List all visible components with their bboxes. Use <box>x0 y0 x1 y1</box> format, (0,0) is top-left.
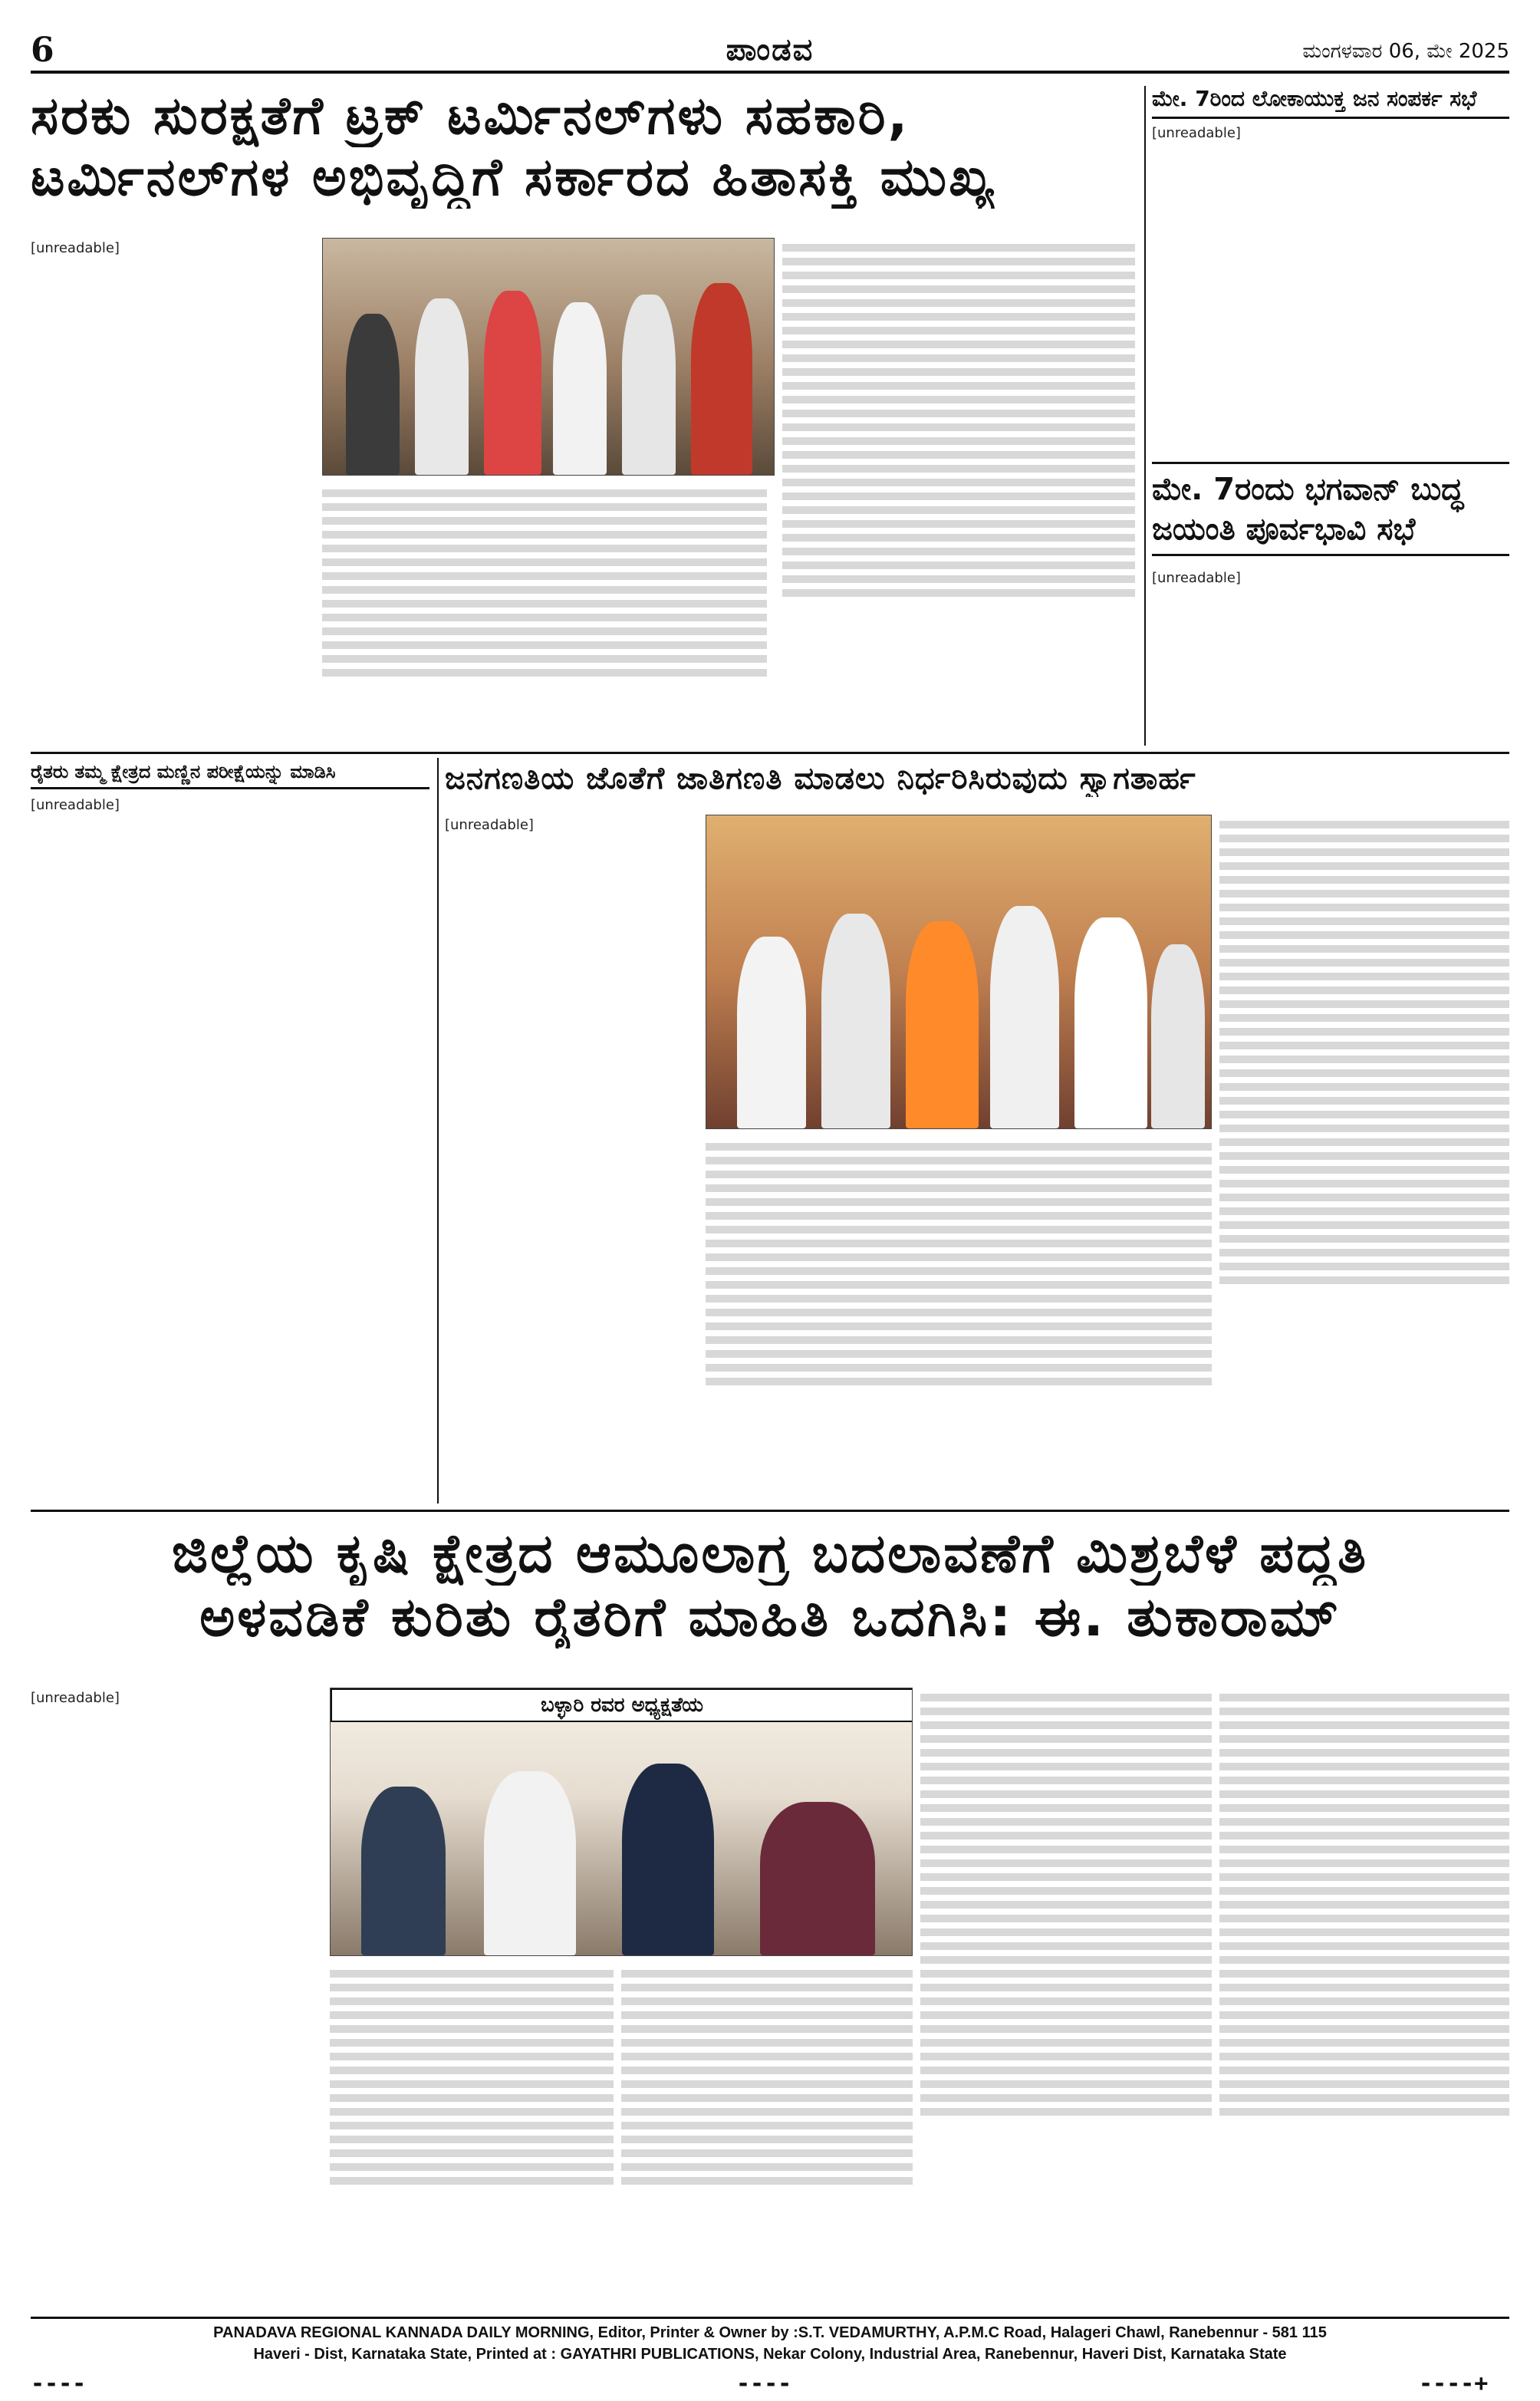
story4-headline <box>31 1522 1509 1668</box>
section-divider-2 <box>31 1510 1509 1512</box>
story3-body-text: [unreadable] <box>445 817 534 833</box>
story4-body-col2 <box>330 1964 614 2301</box>
story4-body-col4 <box>920 1688 1212 2301</box>
story1-body-left <box>31 238 314 744</box>
story4-body-col5 <box>1219 1688 1509 2301</box>
story1-body-under-photo <box>322 483 767 744</box>
masthead <box>31 31 1509 74</box>
side-divider <box>1152 462 1509 464</box>
side1-body-text: [unreadable] <box>1152 125 1241 141</box>
column-divider-2 <box>437 758 439 1504</box>
imprint-line-2: Haveri - Dist, Karnataka State, Printed at : GAYATHRI PUBLICATIONS, Nekar Colony, Industrial Area, Ranebennur, Haveri Dist, Karnataka State <box>253 2346 1287 2363</box>
side2-body <box>1152 568 1509 744</box>
imprint-line-1: PANADAVA REGIONAL KANNADA DAILY MORNING, Editor, Printer & Owner by :S.T. VEDAMURTHY, A.P.M.C Road, Halageri Chawl, Ranebennur - 581 115 <box>213 2324 1327 2341</box>
section-divider-1 <box>31 752 1509 754</box>
bottom-mark-right: ----+ <box>1419 2370 1489 2397</box>
story3-body-under-photo <box>706 1137 1212 1504</box>
story1-body-text: [unreadable] <box>31 240 120 256</box>
side1-body <box>1152 123 1509 453</box>
story4-headline-line1: ಜಿಲ್ಲೆಯ ಕೃಷಿ ಕ್ಷೇತ್ರದ ಆಮೂಲಾಗ್ರ ಬದಲಾವಣೆಗೆ ಮಿಶ್ರಬೆಳೆ ಪದ್ಧತಿ <box>171 1522 1369 1585</box>
story1-photo <box>322 238 775 476</box>
side1-title: ಮೇ. 7ರಿಂದ ಲೋಕಾಯುಕ್ತ ಜನ ಸಂಪರ್ಕ ಸಭೆ <box>1152 86 1509 119</box>
story3-photo <box>706 815 1212 1129</box>
side2-title: ಮೇ. 7ರಂದು ಭಗವಾನ್ ಬುದ್ಧ ಜಯಂತಿ ಪೂರ್ವಭಾವಿ ಸಭೆ <box>1152 469 1509 556</box>
story4-photo <box>330 1688 913 1956</box>
story2-body <box>31 795 429 1504</box>
story1-headline-line2: ಟರ್ಮಿನಲ್‌ಗಳ ಅಭಿವೃದ್ಧಿಗೆ ಸರ್ಕಾರದ ಹಿತಾಸಕ್ತಿ ಮುಖ್ಯ <box>31 147 996 209</box>
story1-headline <box>31 86 1135 232</box>
issue-date: ಮಂಗಳವಾರ 06, ಮೇ 2025 <box>1302 40 1509 63</box>
story4-body-text: [unreadable] <box>31 1690 120 1706</box>
story4-body-col1 <box>31 1688 322 2301</box>
page-number: 6 <box>31 31 54 70</box>
bottom-mark-left: ---- <box>31 2370 87 2397</box>
imprint-footer <box>31 2317 1509 2363</box>
story4-photo-banner: ಬಳ್ಳಾರಿ ರವರ ಅಧ್ಯಕ್ಷತೆಯ <box>331 1688 913 1722</box>
story4-headline-line2: ಅಳವಡಿಕೆ ಕುರಿತು ರೈತರಿಗೆ ಮಾಹಿತಿ ಒದಗಿಸಿ: ಈ. ತುಕಾರಾಮ್ <box>199 1585 1341 1648</box>
story3-body-left <box>445 815 698 1504</box>
story3-body-right <box>1219 815 1509 1504</box>
story1-headline-line1: ಸರಕು ಸುರಕ್ಷತೆಗೆ ಟ್ರಕ್ ಟರ್ಮಿನಲ್‌ಗಳು ಸಹಕಾರಿ, <box>31 86 910 147</box>
story2-body-text: [unreadable] <box>31 797 120 813</box>
bottom-mark-center: ---- <box>736 2370 792 2397</box>
side2-body-text: [unreadable] <box>1152 570 1241 586</box>
paper-name: ಪಾಂಡವ <box>726 32 814 68</box>
story1-body-right <box>782 238 1135 744</box>
story4-body-col3 <box>621 1964 913 2301</box>
story3-headline: ಜನಗಣತಿಯ ಜೊತೆಗೆ ಜಾತಿಗಣತಿ ಮಾಡಲು ನಿರ್ಧರಿಸಿರುವುದು ಸ್ವಾಗತಾರ್ಹ <box>445 761 1196 796</box>
story2-title: ರೈತರು ತಮ್ಮ ಕ್ಷೇತ್ರದ ಮಣ್ಣಿನ ಪರೀಕ್ಷೆಯನ್ನು ಮಾಡಿಸಿ <box>31 761 429 789</box>
column-divider <box>1144 86 1146 746</box>
